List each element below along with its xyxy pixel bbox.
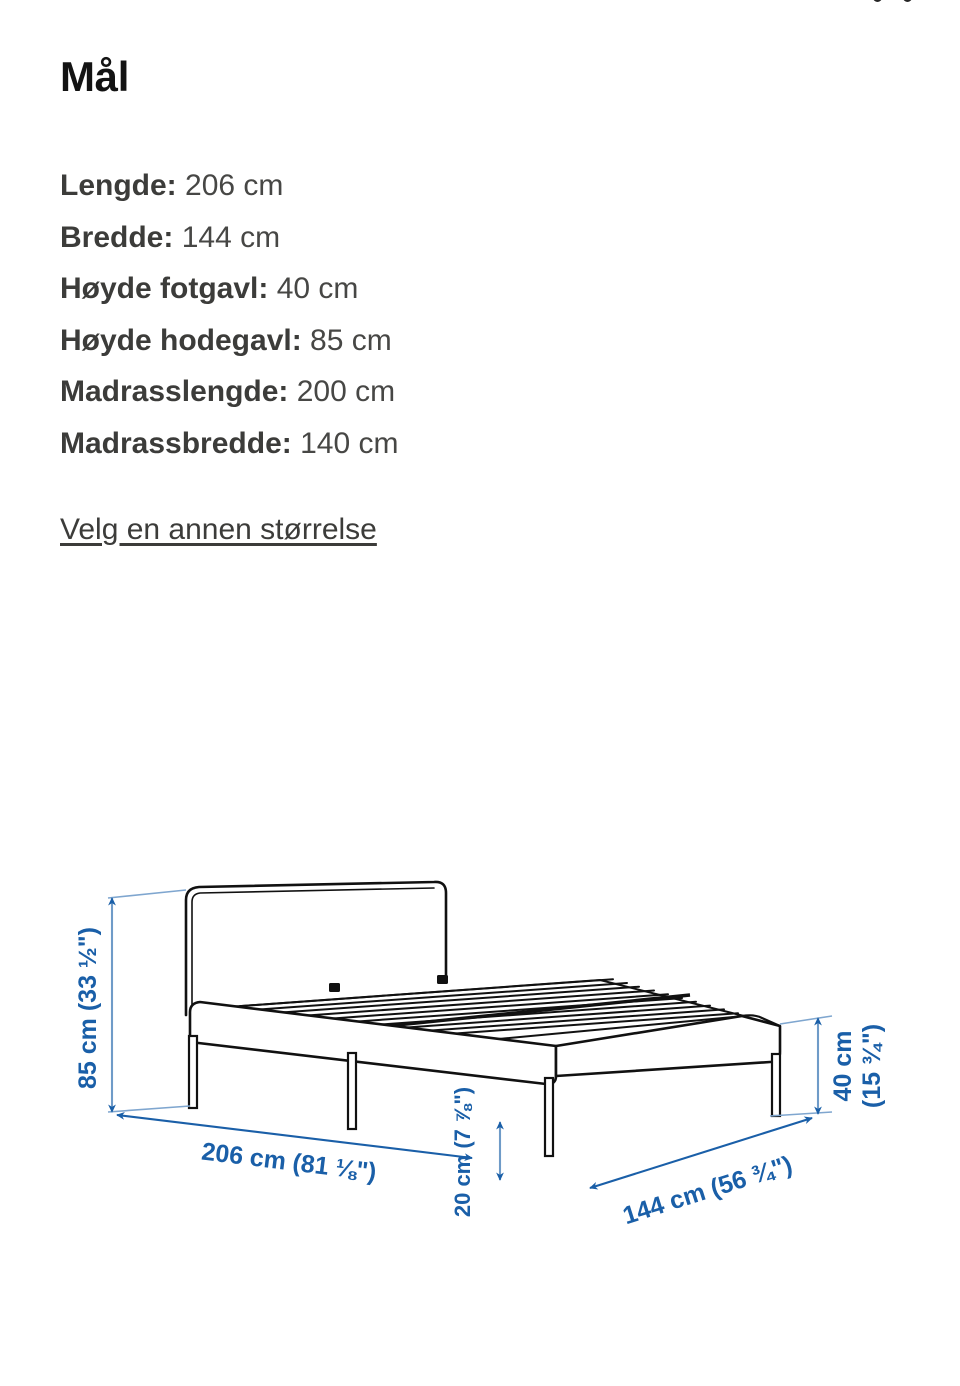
- dim-label-height-headboard: 85 cm (33 ½"): [74, 927, 102, 1089]
- spec-row-bredde: [60, 212, 680, 264]
- spec-label: Madrassbredde:: [60, 426, 292, 460]
- dim-label-length: 206 cm (81 ⅛"): [199, 1137, 378, 1187]
- spec-row-hoyde-fotgavl: [60, 263, 680, 315]
- spec-value: 144 cm: [181, 220, 281, 254]
- ext-line-85-bottom: [108, 1106, 190, 1112]
- leg-head-left: [189, 1036, 197, 1108]
- spec-row-hoyde-hodegavl: [60, 315, 680, 367]
- spec-row-lengde: [60, 160, 680, 212]
- spec-value: 40 cm: [276, 272, 359, 305]
- leg-middle: [348, 1053, 356, 1129]
- dim-label-clearance: 20 cm (7 ⅞"): [450, 1086, 475, 1218]
- choose-another-size-link[interactable]: Velg en annen størrelse: [60, 513, 377, 546]
- spec-label: Høyde hodegavl:: [60, 323, 302, 357]
- dim-label-height-footboard-line2: (15 ¾"): [858, 1023, 886, 1109]
- ext-line-85-top: [108, 890, 186, 898]
- spec-label: Madrasslengde:: [60, 375, 289, 408]
- rail-bracket-left: [329, 983, 340, 992]
- cropped-icon-tip-right: [903, 0, 912, 2]
- spec-label: Høyde fotgavl:: [60, 272, 269, 305]
- cropped-top-icons: [0, 0, 960, 12]
- spec-value: 85 cm: [310, 323, 392, 357]
- spec-value: 140 cm: [300, 426, 399, 460]
- leg-foot-right: [772, 1054, 780, 1116]
- spec-row-madrasslengde: [60, 366, 680, 418]
- ext-line-40-top: [780, 1016, 832, 1024]
- dim-label-height-footboard-line1: 40 cm: [829, 1030, 857, 1102]
- dim-label-width: 144 cm (56 ¾"): [619, 1150, 796, 1231]
- spec-row-madrassbredde: [60, 418, 680, 470]
- spec-label: Bredde:: [60, 220, 174, 254]
- spec-value: 206 cm: [185, 169, 284, 202]
- spec-label: Lengde:: [60, 169, 177, 202]
- cropped-icon-tip-left: [873, 0, 882, 2]
- bed-dimension-diagram: [0, 840, 960, 1280]
- spec-value: 200 cm: [296, 375, 396, 408]
- page-title: Mål: [60, 53, 130, 100]
- specification-list: [60, 160, 680, 469]
- rail-bracket-right: [437, 975, 448, 984]
- bed-frame-illustration: [186, 882, 780, 1156]
- leg-foot-near: [545, 1078, 553, 1156]
